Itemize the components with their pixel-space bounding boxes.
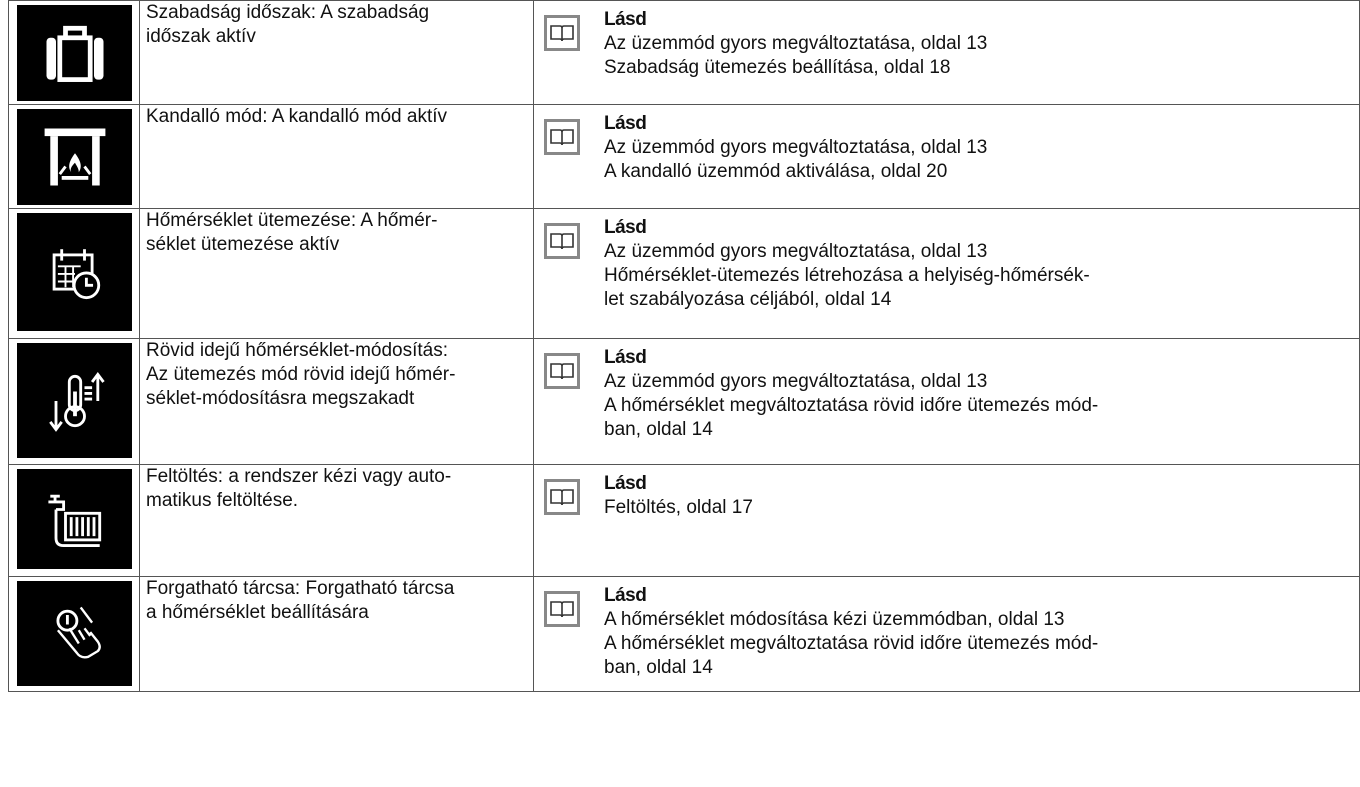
reference-link[interactable]: Az üzemmód gyors megváltoztatása, oldal 13 <box>604 137 988 158</box>
calendar-clock-icon <box>17 213 132 331</box>
see-also-title: Lásd <box>604 585 647 606</box>
hand-dial-icon <box>17 581 132 686</box>
fireplace-icon <box>17 109 132 205</box>
book-icon <box>544 15 580 51</box>
row-description: Kandalló mód: A kandalló mód aktív <box>146 106 448 127</box>
reference-link[interactable]: A kandalló üzemmód aktiválása, oldal 20 <box>604 161 948 182</box>
symbol-table <box>8 0 1360 692</box>
table-row <box>9 339 1360 465</box>
reference-link[interactable]: ban, oldal 14 <box>604 657 713 678</box>
book-icon <box>544 223 580 259</box>
book-icon <box>544 479 580 515</box>
tap-radiator-icon <box>17 469 132 569</box>
see-also-title: Lásd <box>604 347 647 368</box>
reference-link[interactable]: Hőmérséklet-ütemezés létrehozása a helyiség-hőmérsék- <box>604 265 1090 286</box>
see-also-block <box>534 209 1359 316</box>
see-also-block <box>534 105 1359 188</box>
reference-link[interactable]: let szabályozása céljából, oldal 14 <box>604 289 892 310</box>
row-description: Rövid idejű hőmérséklet-módosítás: Az ütemezés mód rövid idejű hőmér- séklet-módosításra megszakadt <box>146 340 456 409</box>
see-also-block <box>534 577 1359 684</box>
see-also-block <box>534 1 1359 84</box>
reference-link[interactable]: A hőmérséklet módosítása kézi üzemmódban, oldal 13 <box>604 609 1065 630</box>
row-description: Feltöltés: a rendszer kézi vagy auto- matikus feltöltése. <box>146 466 452 511</box>
see-also-title: Lásd <box>604 217 647 238</box>
see-also-title: Lásd <box>604 473 647 494</box>
table-row <box>9 105 1360 209</box>
reference-link[interactable]: Az üzemmód gyors megváltoztatása, oldal 13 <box>604 33 988 54</box>
reference-link[interactable]: ban, oldal 14 <box>604 419 713 440</box>
reference-link[interactable]: A hőmérséklet megváltoztatása rövid időre ütemezés mód- <box>604 395 1099 416</box>
row-description: Szabadság időszak: A szabadság időszak aktív <box>146 2 430 47</box>
reference-link[interactable]: Az üzemmód gyors megváltoztatása, oldal 13 <box>604 241 988 262</box>
thermometer-arrows-icon <box>17 343 132 458</box>
reference-link[interactable]: Szabadság ütemezés beállítása, oldal 18 <box>604 57 951 78</box>
see-also-block <box>534 465 1359 524</box>
table-row <box>9 209 1360 339</box>
see-also-title: Lásd <box>604 9 647 30</box>
table-row <box>9 1 1360 105</box>
reference-link[interactable]: Feltöltés, oldal 17 <box>604 497 753 518</box>
book-icon <box>544 353 580 389</box>
book-icon <box>544 119 580 155</box>
see-also-block <box>534 339 1359 446</box>
book-icon <box>544 591 580 627</box>
table-row <box>9 465 1360 577</box>
row-description: Forgatható tárcsa: Forgatható tárcsa a hőmérséklet beállítására <box>146 578 455 623</box>
reference-link[interactable]: Az üzemmód gyors megváltoztatása, oldal 13 <box>604 371 988 392</box>
row-description: Hőmérséklet ütemezése: A hőmér- séklet ütemezése aktív <box>146 210 438 255</box>
reference-link[interactable]: A hőmérséklet megváltoztatása rövid időre ütemezés mód- <box>604 633 1099 654</box>
see-also-title: Lásd <box>604 113 647 134</box>
suitcase-icon <box>17 5 132 101</box>
table-row <box>9 577 1360 692</box>
